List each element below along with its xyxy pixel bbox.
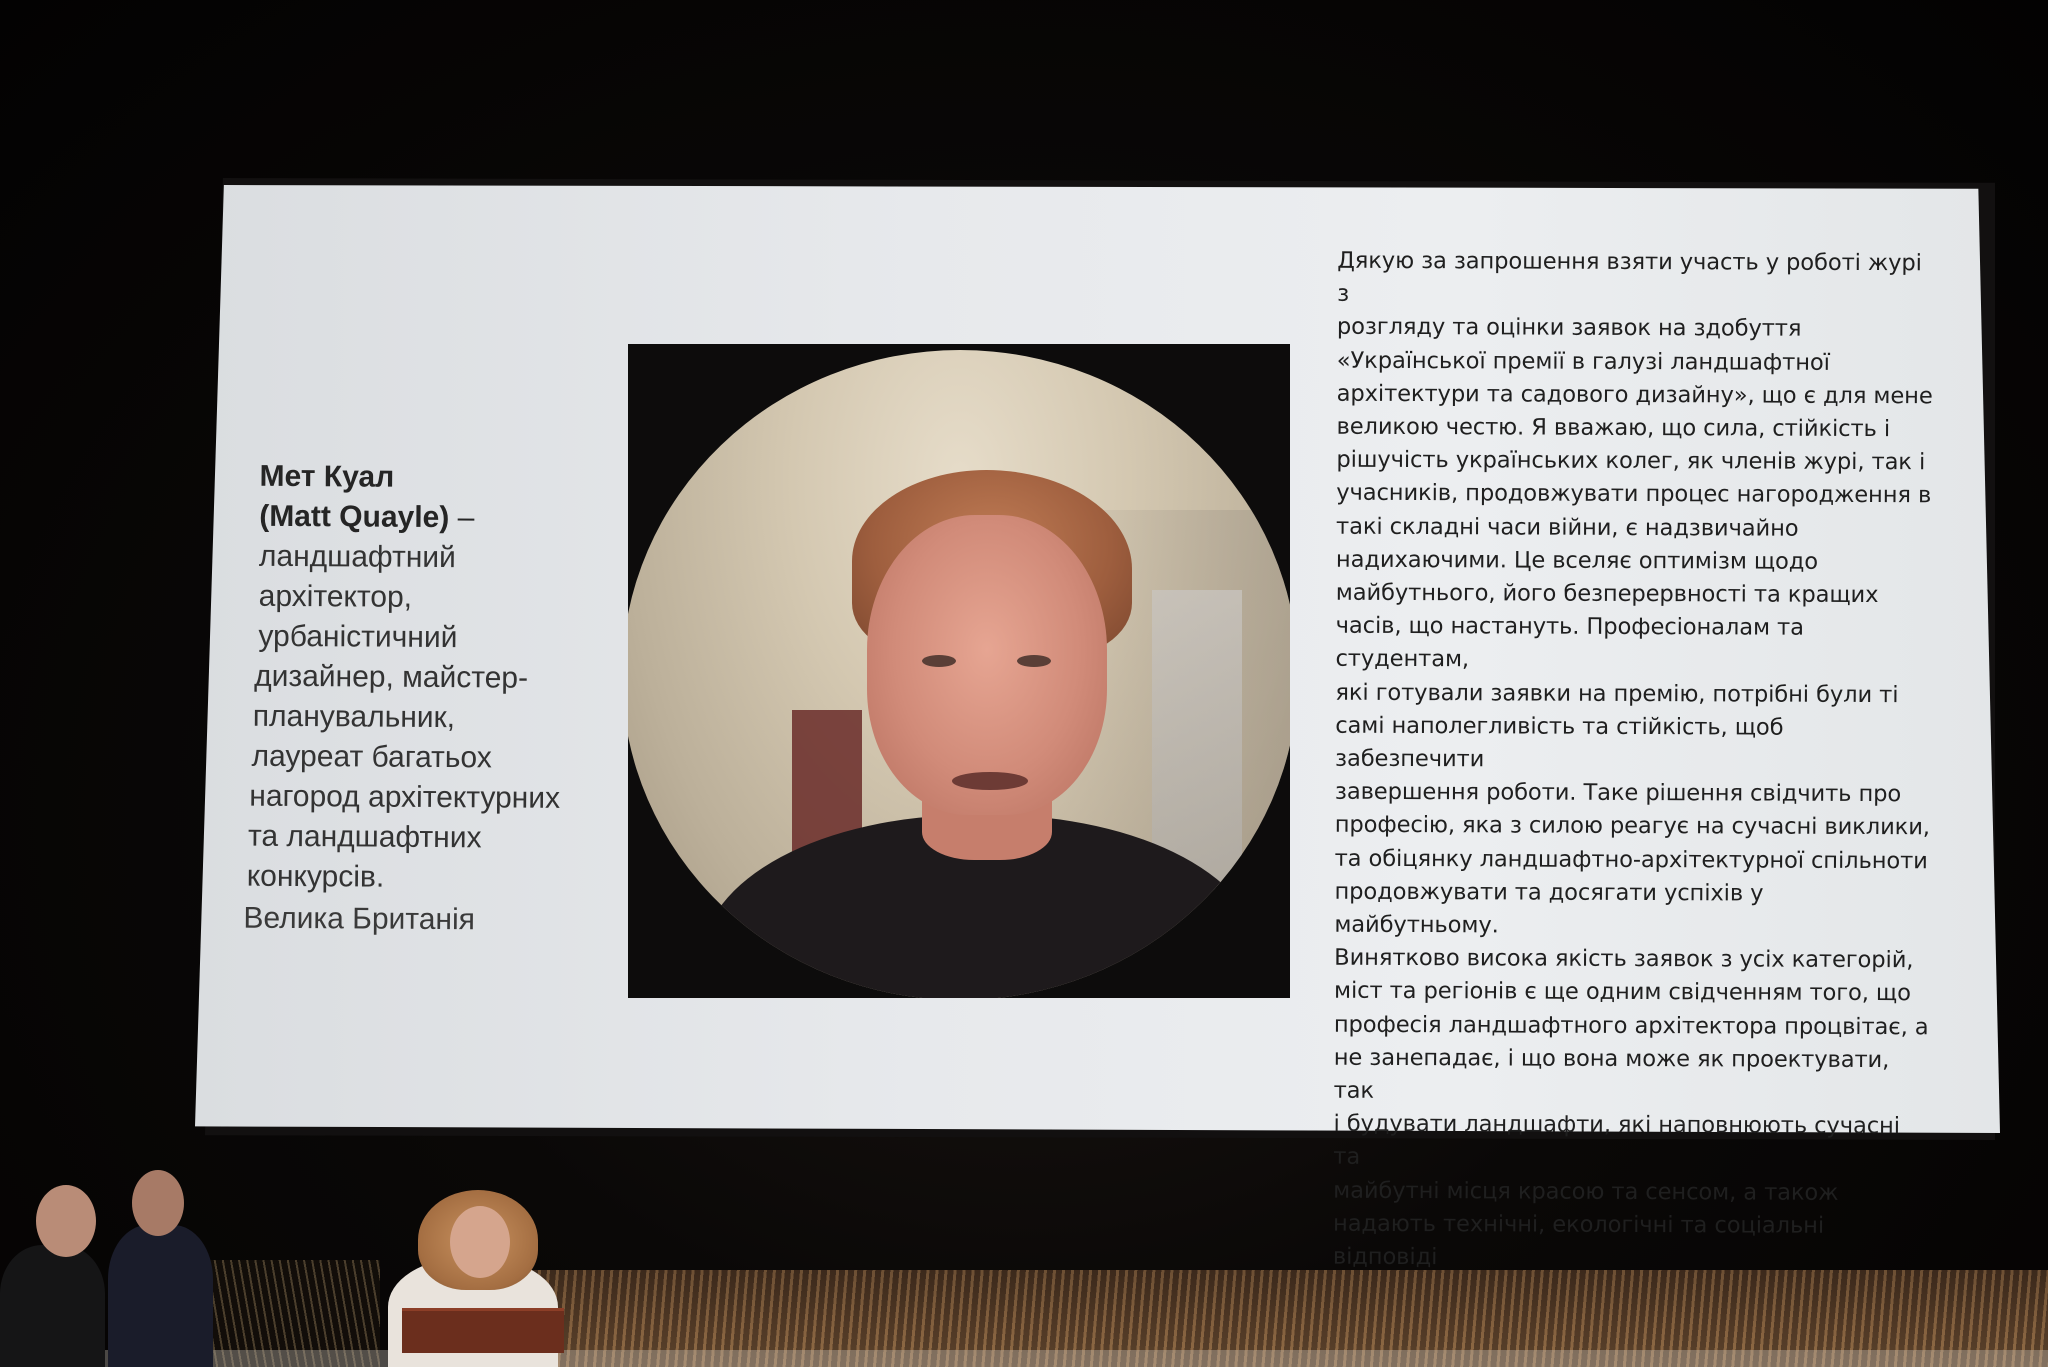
speaker-bio (243, 457, 619, 942)
quote-line: професію, яка з силою реагує на сучасні виклики, (1334, 812, 1930, 841)
quote-line: великою честю. Я вважаю, що сила, стійкість і (1336, 413, 1891, 443)
quote-line: професія ландшафтного архітектора процвітає, а (1333, 1011, 1929, 1040)
quote-line: архітектури та садового дизайну», що є для мене (1336, 380, 1933, 410)
role-line: нагород архітектурних (249, 779, 561, 815)
speaker-name (259, 457, 620, 540)
quote-line: такі складні часи війни, є надзвичайно (1336, 513, 1799, 542)
speaker-eye-right (1017, 655, 1051, 667)
quote-line: які готували заявки на премію, потрібні були ті (1335, 679, 1899, 708)
role-line: дизайнер, майстер- (254, 659, 529, 695)
quote-line: учасників, продовжувати процес нагородження в (1336, 480, 1932, 509)
audience-person-2-head (132, 1170, 184, 1236)
role-line: лауреат багатьох (251, 739, 492, 775)
lectern (402, 1308, 564, 1353)
quote-line: Винятково висока якість заявок з усіх категорій, (1334, 944, 1914, 974)
quote-line: та обіцянку ландшафтно-архітектурної спільноти (1334, 845, 1928, 874)
audience-person-1-body (0, 1245, 105, 1367)
quote-line: часів, що настануть. Професіоналам та студентам, (1335, 612, 1804, 673)
stage-edge (0, 1350, 2048, 1367)
speaker-mouth (952, 772, 1028, 790)
quote-line: майбутні місця красою та сенсом, а також (1333, 1177, 1839, 1206)
role-line: ландшафтний (258, 539, 456, 575)
audience-person-2-body (108, 1225, 213, 1367)
speaker-name-latin: (Matt Quayle) (259, 499, 450, 535)
quote-line: «Української премії в галузі ландшафтної (1336, 347, 1830, 376)
role-line: планувальник, (252, 699, 456, 735)
speaker-role (246, 537, 620, 900)
quote-line: не занепадає, і що вона може як проектувати, так (1333, 1044, 1890, 1104)
background-cabinet (1152, 590, 1242, 890)
quote-line: рішучість українських колег, як членів журі, так і (1336, 446, 1926, 476)
name-dash: – (449, 501, 475, 535)
speaker-name-ukrainian: Мет Куал (259, 459, 395, 494)
role-line: конкурсів. (246, 859, 385, 894)
quote-line: майбутнього, його безперервності та кращих (1335, 579, 1879, 609)
speaker-country: Велика Британія (243, 901, 476, 937)
speaker-face (867, 515, 1107, 815)
quote-line: надають технічні, екологічні та соціальні відповіді (1332, 1210, 1825, 1271)
quote-line: завершення роботи. Таке рішення свідчить про (1334, 778, 1902, 808)
quote-line: розгляду та оцінки заявок на здобуття (1336, 314, 1802, 343)
quote-line: надихаючими. Це вселяє оптимізм щодо (1335, 546, 1819, 575)
role-line: та ландшафтних (247, 819, 482, 855)
role-line: урбаністичний (258, 619, 458, 655)
quote-line: і будувати ландшафти, які наповнюють сучасні та (1333, 1110, 1900, 1171)
speaker-video-frame (628, 344, 1290, 998)
quote-line: міст та регіонів є ще одним свідченням того, що (1334, 978, 1911, 1007)
audience-person-1-head (36, 1185, 96, 1257)
speaker-eye-left (922, 655, 956, 667)
quote-line: продовжувати та досягати успіхів у майбутньому. (1334, 878, 1764, 939)
speaker-portrait (628, 350, 1290, 998)
presenter-face (450, 1206, 510, 1278)
role-line: архітектор, (258, 579, 413, 614)
quote-line: Дякую за запрошення взяти участь у роботі журі з (1337, 247, 1922, 307)
quote-line: самі наполегливість та стійкість, щоб забезпечити (1335, 712, 1784, 773)
speaker-quote (1333, 245, 1938, 1310)
